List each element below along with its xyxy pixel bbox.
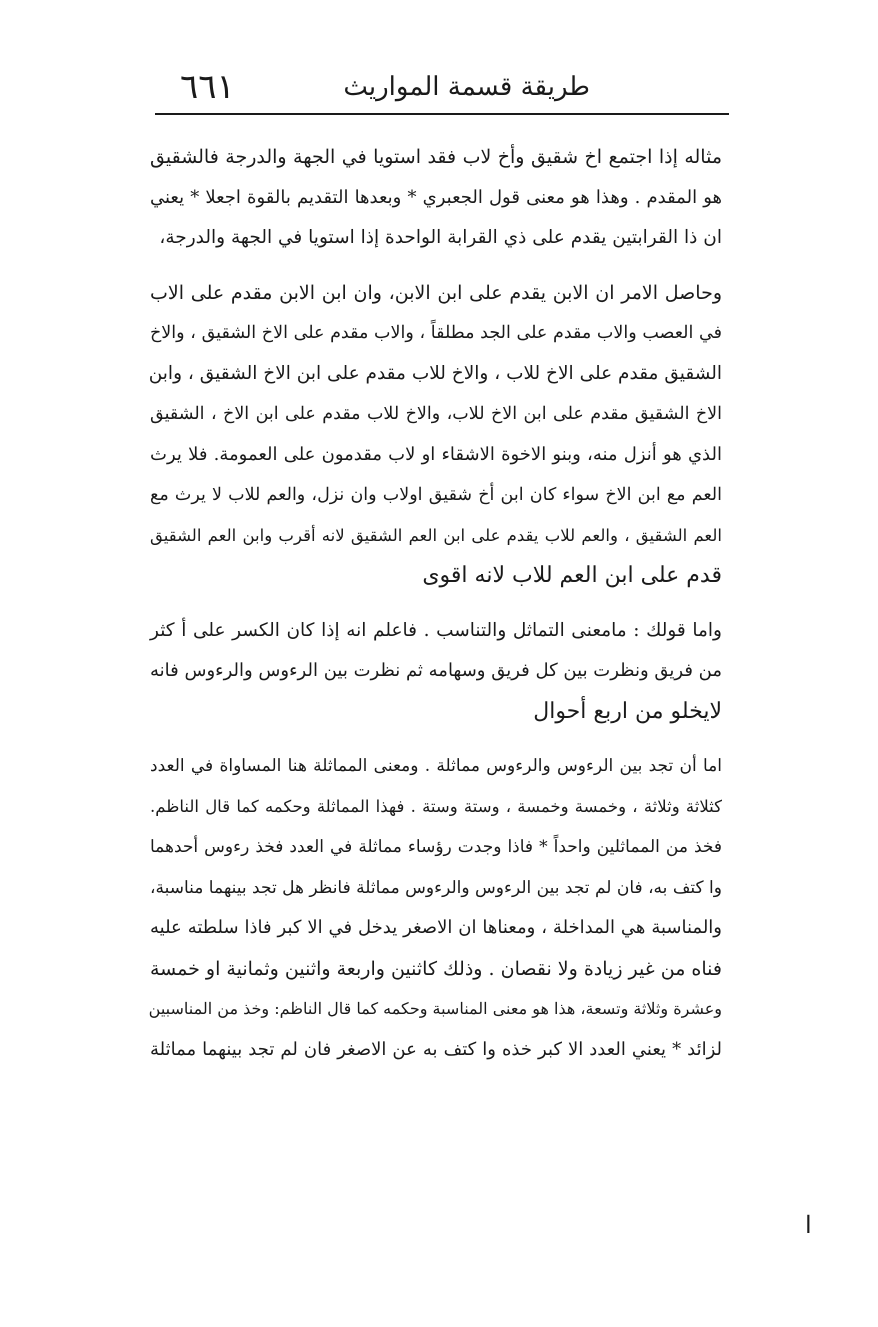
paragraph-gap (150, 597, 722, 611)
paragraph (150, 746, 722, 1070)
paragraph (150, 611, 722, 733)
page-number: ٦٦١ (180, 67, 235, 107)
text-line: العم مع ابن الاخ سواء كان ابن أخ شقيق اولاب وان نزل، والعم للاب لا يرث مع (150, 485, 722, 505)
margin-mark: ا (805, 1211, 812, 1239)
text-line: لايخلو من اربع أحوال (533, 698, 722, 724)
text-line: كثلاثة وثلاثة ، وخمسة وخمسة ، وستة وستة . فهذا المماثلة وحكمه كما قال الناظم. (150, 796, 722, 816)
text-line: الشقيق مقدم على الاخ للاب ، والاخ للاب مقدم على ابن الاخ الشقيق ، وابن (148, 362, 722, 384)
text-line: قدم على ابن العم للاب لانه اقوى (422, 563, 722, 588)
running-header (170, 58, 725, 108)
text-line: العم الشقيق ، والعم للاب يقدم على ابن العم الشقيق لانه أقرب وابن العم الشقيق (150, 525, 722, 545)
text-line: اما أن تجد بين الرءوس والرءوس مماثلة . ومعنى المماثلة هنا المساواة في العدد (150, 756, 722, 776)
text-line: مثاله إذا اجتمع اخ شقيق وأخ لاب فقد استويا في الجهة والدرجة فالشقيق (150, 146, 722, 168)
text-line: وحاصل الامر ان الابن يقدم على ابن الابن، وان ابن الابن مقدم على الاب (150, 281, 722, 304)
paragraph-gap (150, 259, 722, 273)
text-line: من فريق ونظرت بين كل فريق وسهامه ثم نظرت بين الرءوس والرءوس فانه (150, 660, 722, 681)
header-divider (155, 113, 729, 115)
paragraph (150, 273, 722, 597)
text-line: هو المقدم . وهذا هو معنى قول الجعبري * وبعدها التقديم بالقوة اجعلا * يعني (150, 186, 722, 208)
text-line: فخذ من المماثلين واحداً * فاذا وجدت رؤساء مماثلة في العدد فخذ رءوس أحدهما (150, 837, 722, 857)
text-line: فناه من غير زيادة ولا نقصان . وذلك كاثنين واربعة واثنين وثمانية او خمسة (150, 957, 722, 980)
running-title: طريقة قسمة المواريث (343, 72, 590, 102)
text-line: في العصب والاب مقدم على الجد مطلقاً ، والاب مقدم على الاخ الشقيق ، والاخ (150, 323, 722, 343)
text-line: والمناسبة هي المداخلة ، ومعناها ان الاصغر يدخل في الا كبر فاذا سلطته عليه (150, 917, 722, 938)
text-line: لزائد * يعني العدد الا كبر خذه وا كتف به عن الاصغر فان لم تجد بينهما مماثلة (150, 1038, 722, 1060)
text-line: وا كتف به، فان لم تجد بين الرءوس والرءوس مماثلة فانظر هل تجد بينهما مناسبة، (150, 877, 722, 898)
text-line: واما قولك : مامعنى التماثل والتناسب . فاعلم انه إذا كان الكسر على أ كثر (150, 619, 722, 641)
paragraph (150, 137, 722, 259)
text-line: وعشرة وثلاثة وتسعة، هذا هو معنى المناسبة وحكمه كما قال الناظم: وخذ من المناسبين (148, 999, 722, 1018)
main-text (150, 137, 722, 1070)
text-line: الاخ الشقيق مقدم على ابن الاخ للاب، والاخ للاب مقدم على ابن الاخ ، الشقيق (150, 404, 722, 424)
text-line: الذي هو أنزل منه، وبنو الاخوة الاشقاء او لاب مقدمون على العمومة. فلا يرث (150, 443, 722, 465)
text-line: ان ذا القرابتين يقدم على ذي القرابة الواحدة إذا استويا في الجهة والدرجة، (159, 227, 722, 248)
paragraph-gap (150, 732, 722, 746)
